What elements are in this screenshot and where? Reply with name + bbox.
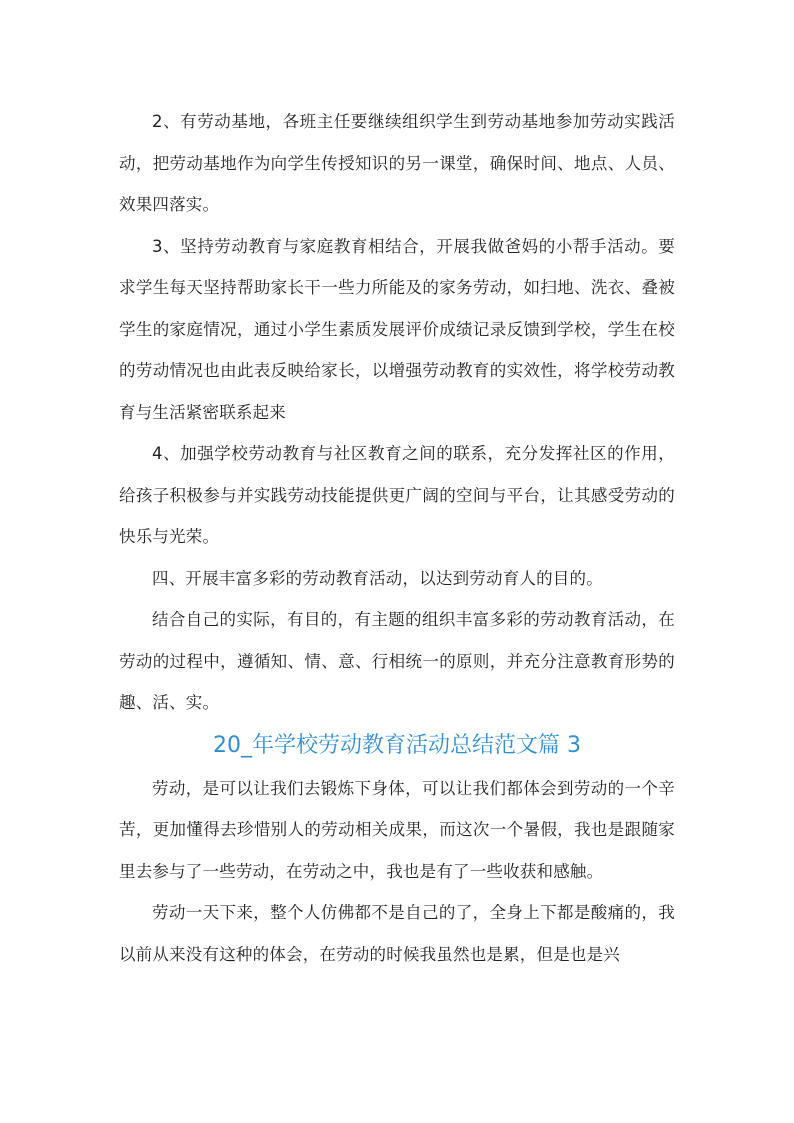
paragraph-item-4-community-education: 4、加强学校劳动教育与社区教育之间的联系，充分发挥社区的作用，给孩子积极参与并实践劳动技能提供更广阔的空间与平台，让其感受劳动的快乐与光荣。 (119, 444, 675, 546)
paragraph-labor-intro: 劳动，是可以让我们去锻炼下身体，可以让我们都体会到劳动的一个辛苦，更加懂得去珍惜别人的劳动相关成果，而这次一个暑假，我也是跟随家里去参与了一些劳动，在劳动之中，我也是有了一些收获和感触。 (119, 778, 675, 881)
paragraph-item-3-family-education: 3、坚持劳动教育与家庭教育相结合，开展我做爸妈的小帮手活动。要求学生每天坚持帮助家长干一些力所能及的家务劳动，如扫地、洗衣、叠被学生的家庭情况，通过小学生素质发展评价成绩记录反馈到学校，学生在校的劳动情况也由此表反映给家长，以增强劳动教育的实效性，将学校劳动教育与生活紧密联系起来 (119, 236, 675, 422)
paragraph-section-four: 四、开展丰富多彩的劳动教育活动，以达到劳动育人的目的。 (152, 568, 603, 588)
paragraph-labor-day: 劳动一天下来，整个人仿佛都不是自己的了，全身上下都是酸痛的，我以前从来没有这种的体会，在劳动的时候我虽然也是累，但是也是兴 (119, 903, 675, 964)
paragraph-combine-practice: 结合自己的实际，有目的，有主题的组织丰富多彩的劳动教育活动，在劳动的过程中，遵循知、情、意、行相统一的原则，并充分注意教育形势的趣、活、实。 (119, 610, 675, 712)
document-body (119, 101, 675, 975)
paragraph-item-2-labor-base: 2、有劳动基地，各班主任要继续组织学生到劳动基地参加劳动实践活动，把劳动基地作为向学生传授知识的另一课堂，确保时间、地点、人员、效果四落实。 (119, 112, 675, 214)
section-heading: 20_年学校劳动教育活动总结范文篇 3 (213, 732, 581, 758)
